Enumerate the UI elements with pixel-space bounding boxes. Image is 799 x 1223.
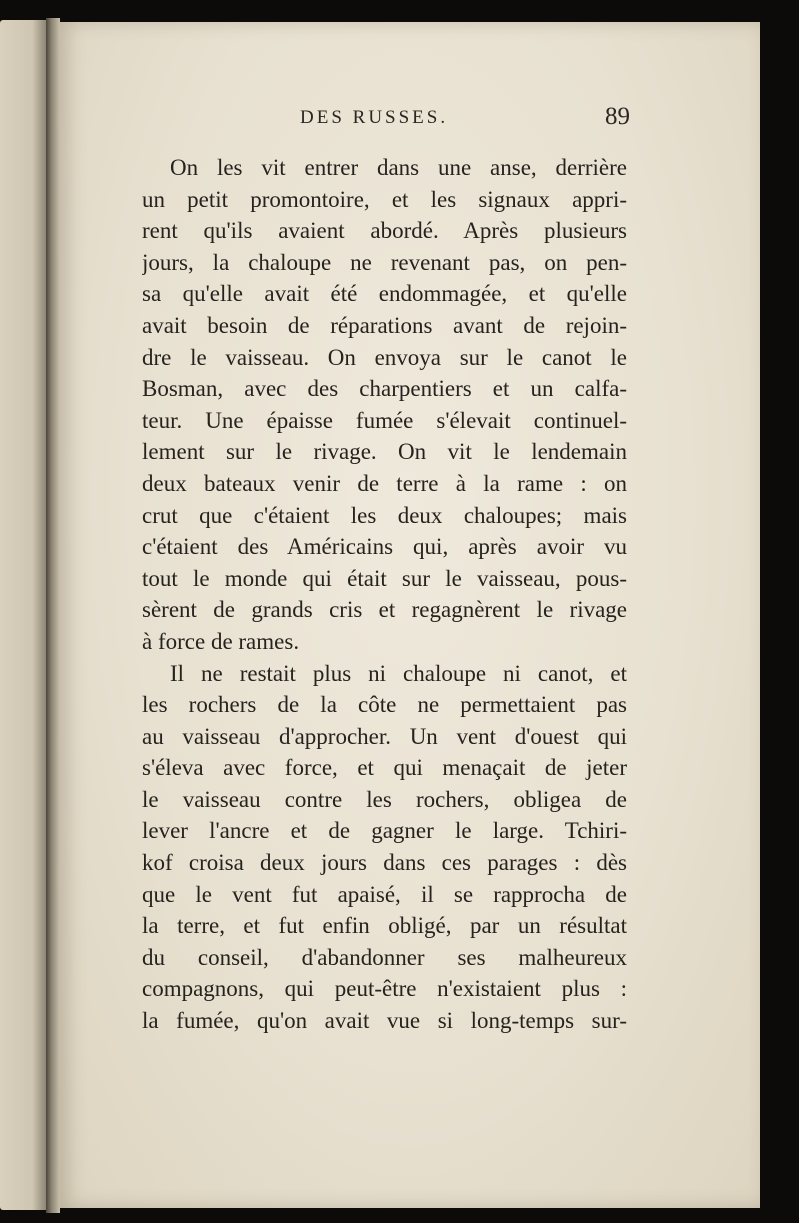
text-line: le vaisseau contre les rochers, obligea de [142,786,627,812]
page-header [300,103,630,143]
text-line: compagnons, qui peut-être n'existaient plus : [142,976,627,1002]
text-line: au vaisseau d'approcher. Un vent d'ouest qui [142,723,627,749]
text-line: lement sur le rivage. On vit le lendemain [142,439,627,465]
text-line: sèrent de grands cris et regagnèrent le rivage [142,597,627,623]
text-line: crut que c'étaient les deux chaloupes; mais [142,502,627,528]
book-spine [46,18,60,1213]
text-line: un petit promontoire, et les signaux appri- [142,186,627,212]
background-edge [760,18,799,1213]
text-line: rent qu'ils avaient abordé. Après plusieurs [142,218,627,244]
text-line: c'étaient des Américains qui, après avoir vu [142,534,627,560]
text-line: On les vit entrer dans une anse, derrière [170,155,627,180]
text-line: Bosman, avec des charpentiers et un calfa- [142,376,627,402]
text-line: deux bateaux venir de terre à la rame : on [142,470,627,496]
text-line: teur. Une épaisse fumée s'élevait continuel- [142,407,627,433]
text-line: jours, la chaloupe ne revenant pas, on pen- [142,249,627,275]
text-line: lever l'ancre et de gagner le large. Tchiri- [142,818,627,844]
text-line: que le vent fut apaisé, il se rapprocha de [142,881,627,907]
text-line: la terre, et fut enfin obligé, par un résultat [142,913,627,939]
text-line: du conseil, d'abandonner ses malheureux [142,944,627,970]
text-line: s'éleva avec force, et qui menaçait de jeter [142,755,627,781]
text-line: les rochers de la côte ne permettaient pas [142,692,627,718]
text-line: dre le vaisseau. On envoya sur le canot le [142,344,627,370]
text-line: Il ne restait plus ni chaloupe ni canot, et [170,660,627,686]
left-page-edge [0,20,46,1210]
body-text [142,152,627,1037]
running-head: DES RUSSES. [300,107,449,128]
text-line: à force de rames. [142,628,300,654]
text-line: sa qu'elle avait été endommagée, et qu'elle [142,281,627,307]
text-line: avait besoin de réparations avant de rejoin- [142,312,627,338]
text-line: la fumée, qu'on avait vue si long-temps sur- [142,1008,627,1034]
text-line: tout le monde qui était sur le vaisseau, pous- [142,565,627,591]
text-line: kof croisa deux jours dans ces parages : dès [142,850,627,876]
page-number: 89 [605,103,630,130]
